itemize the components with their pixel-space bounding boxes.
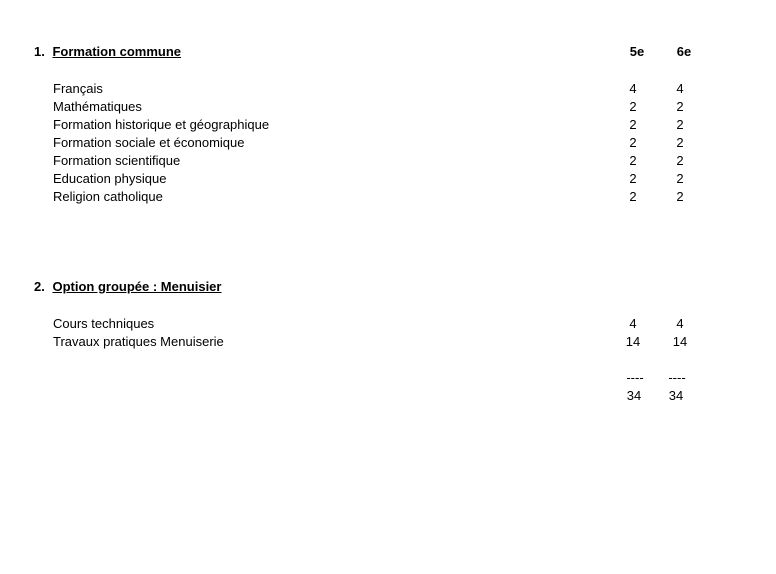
hours-6e: 2 xyxy=(676,189,684,204)
total-6e: 34 xyxy=(668,388,684,403)
subject-label: Education physique xyxy=(53,171,167,186)
table-row xyxy=(0,316,776,334)
separator-5e: ---- xyxy=(626,370,644,385)
section-number: 2. xyxy=(34,279,45,294)
section-title: Formation commune xyxy=(52,44,182,59)
hours-6e: 4 xyxy=(676,81,684,96)
hours-5e: 14 xyxy=(625,334,641,349)
total-row xyxy=(0,388,776,406)
table-row xyxy=(0,334,776,352)
table-row xyxy=(0,81,776,99)
total-5e: 34 xyxy=(626,388,642,403)
hours-5e: 2 xyxy=(629,117,637,132)
hours-5e: 2 xyxy=(629,99,637,114)
hours-6e: 2 xyxy=(676,153,684,168)
hours-6e: 2 xyxy=(676,171,684,186)
subject-label: Religion catholique xyxy=(53,189,163,204)
hours-6e: 2 xyxy=(676,135,684,150)
section-title: Option groupée : Menuisier xyxy=(52,279,222,294)
table-row xyxy=(0,135,776,153)
hours-5e: 2 xyxy=(629,153,637,168)
hours-5e: 2 xyxy=(629,135,637,150)
hours-6e: 2 xyxy=(676,117,684,132)
subject-label: Formation sociale et économique xyxy=(53,135,245,150)
separator-6e: ---- xyxy=(668,370,686,385)
column-header-6e: 6e xyxy=(676,44,692,59)
section-heading-option-groupee xyxy=(34,279,221,294)
section-number: 1. xyxy=(34,44,45,59)
subject-label: Formation scientifique xyxy=(53,153,181,168)
subject-label: Français xyxy=(53,81,103,96)
hours-6e: 4 xyxy=(676,316,684,331)
table-row xyxy=(0,153,776,171)
table-row xyxy=(0,117,776,135)
hours-5e: 4 xyxy=(629,316,637,331)
hours-5e: 2 xyxy=(629,171,637,186)
hours-6e: 2 xyxy=(676,99,684,114)
total-separator-row xyxy=(0,370,776,388)
hours-6e: 14 xyxy=(672,334,688,349)
subject-label: Travaux pratiques Menuiserie xyxy=(53,334,224,349)
column-header-5e: 5e xyxy=(629,44,645,59)
subject-label: Cours techniques xyxy=(53,316,155,331)
table-row xyxy=(0,99,776,117)
hours-5e: 2 xyxy=(629,189,637,204)
section-heading-formation-commune xyxy=(34,44,181,59)
hours-5e: 4 xyxy=(629,81,637,96)
table-row xyxy=(0,189,776,207)
table-row xyxy=(0,171,776,189)
subject-label: Formation historique et géographique xyxy=(53,117,270,132)
subject-label: Mathématiques xyxy=(53,99,142,114)
